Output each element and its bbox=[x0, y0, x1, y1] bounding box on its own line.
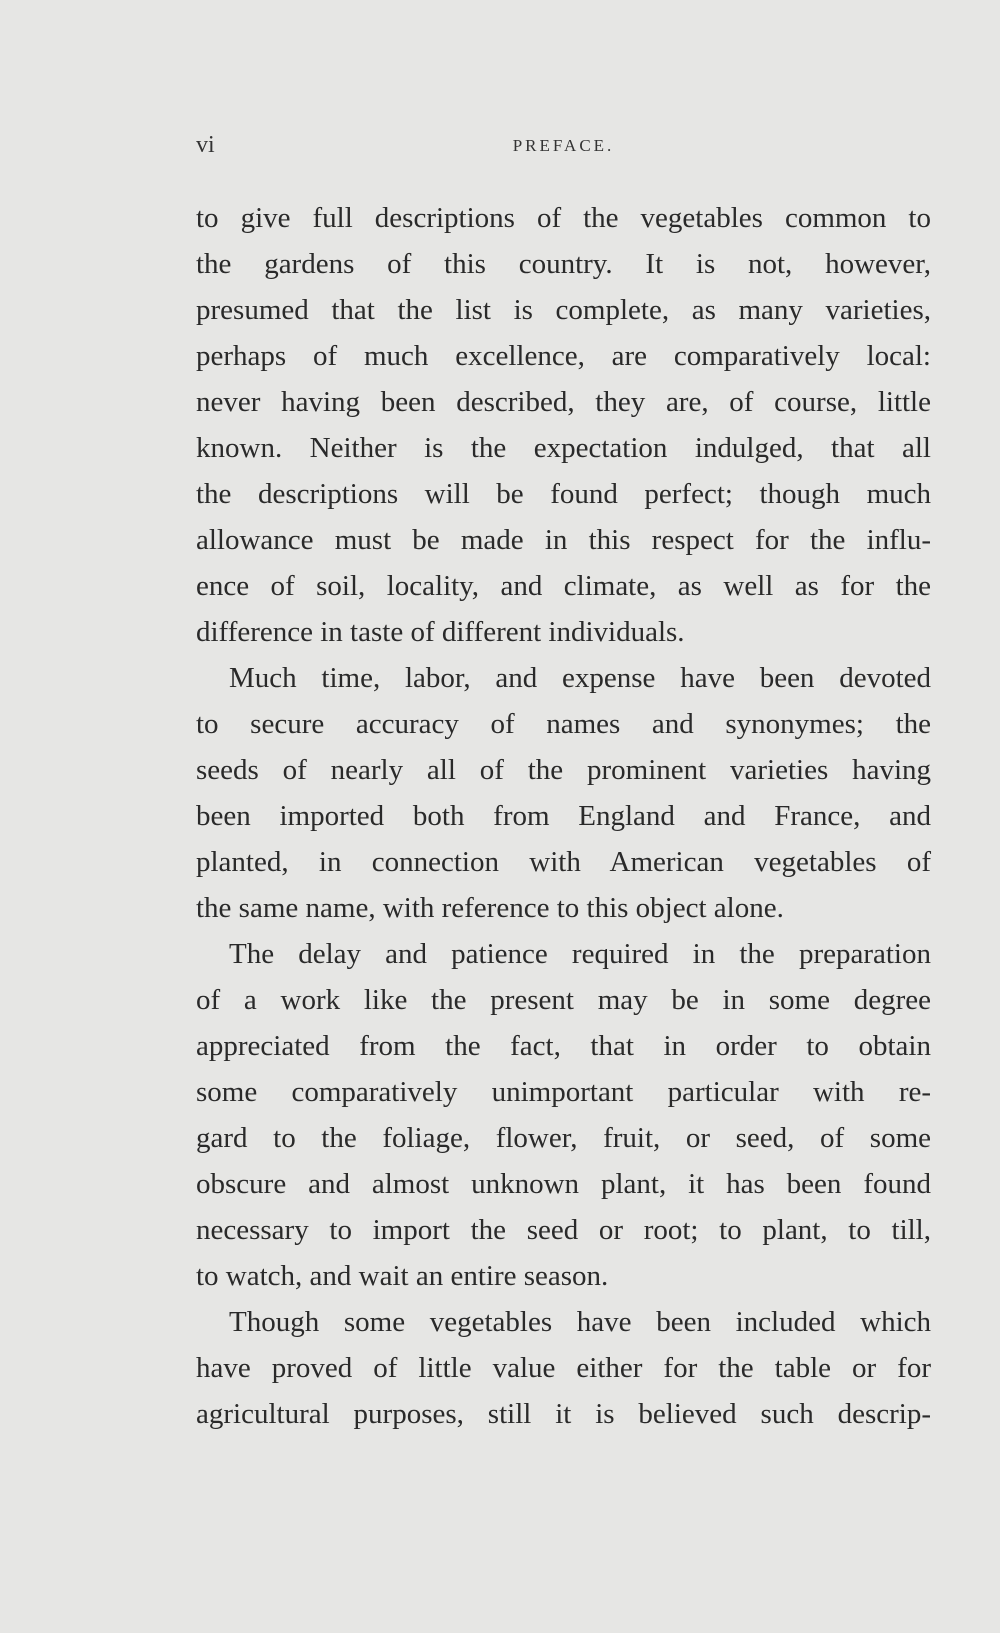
text-line: never having been described, they are, of course, little bbox=[196, 386, 931, 418]
text-line: Much time, labor, and expense have been devoted bbox=[229, 662, 931, 694]
text-line: to give full descriptions of the vegetables common to bbox=[196, 202, 931, 234]
text-line: obscure and almost unknown plant, it has been found bbox=[196, 1168, 931, 1200]
body-text bbox=[196, 195, 931, 1437]
text-line: appreciated from the fact, that in order to obtain bbox=[196, 1030, 931, 1062]
text-line: difference in taste of different individuals. bbox=[196, 616, 685, 648]
text-line: of a work like the present may be in some degree bbox=[196, 984, 931, 1016]
text-line: seeds of nearly all of the prominent varieties having bbox=[196, 754, 931, 786]
text-line: planted, in connection with American vegetables of bbox=[196, 846, 931, 878]
text-line: perhaps of much excellence, are comparatively local: bbox=[196, 340, 931, 372]
text-line: to watch, and wait an entire season. bbox=[196, 1260, 609, 1292]
text-line: been imported both from England and France, and bbox=[196, 800, 931, 832]
text-line: The delay and patience required in the preparation bbox=[229, 938, 931, 970]
text-line: the same name, with reference to this object alone. bbox=[196, 892, 784, 924]
text-line: to secure accuracy of names and synonymes; the bbox=[196, 708, 931, 740]
text-line: necessary to import the seed or root; to plant, to till, bbox=[196, 1214, 931, 1246]
text-line: agricultural purposes, still it is believed such descrip- bbox=[196, 1398, 931, 1430]
text-line: ence of soil, locality, and climate, as well as for the bbox=[196, 570, 931, 602]
text-line: allowance must be made in this respect for the influ- bbox=[196, 524, 931, 556]
text-line: Though some vegetables have been included which bbox=[229, 1306, 931, 1338]
text-line: presumed that the list is complete, as many varieties, bbox=[196, 294, 931, 326]
text-line: gard to the foliage, flower, fruit, or seed, of some bbox=[196, 1122, 931, 1154]
paragraph bbox=[196, 655, 931, 931]
running-title: PREFACE. bbox=[512, 136, 615, 155]
text-line: some comparatively unimportant particular with re- bbox=[196, 1076, 931, 1108]
page-number: vi bbox=[196, 132, 215, 158]
text-line: known. Neither is the expectation indulged, that all bbox=[196, 432, 931, 464]
paragraph bbox=[196, 195, 931, 655]
running-header bbox=[196, 132, 931, 162]
text-line: the descriptions will be found perfect; though much bbox=[196, 478, 931, 510]
text-line: have proved of little value either for the table or for bbox=[196, 1352, 931, 1384]
text-line: the gardens of this country. It is not, however, bbox=[196, 248, 931, 280]
paragraph bbox=[196, 931, 931, 1299]
paragraph bbox=[196, 1299, 931, 1437]
